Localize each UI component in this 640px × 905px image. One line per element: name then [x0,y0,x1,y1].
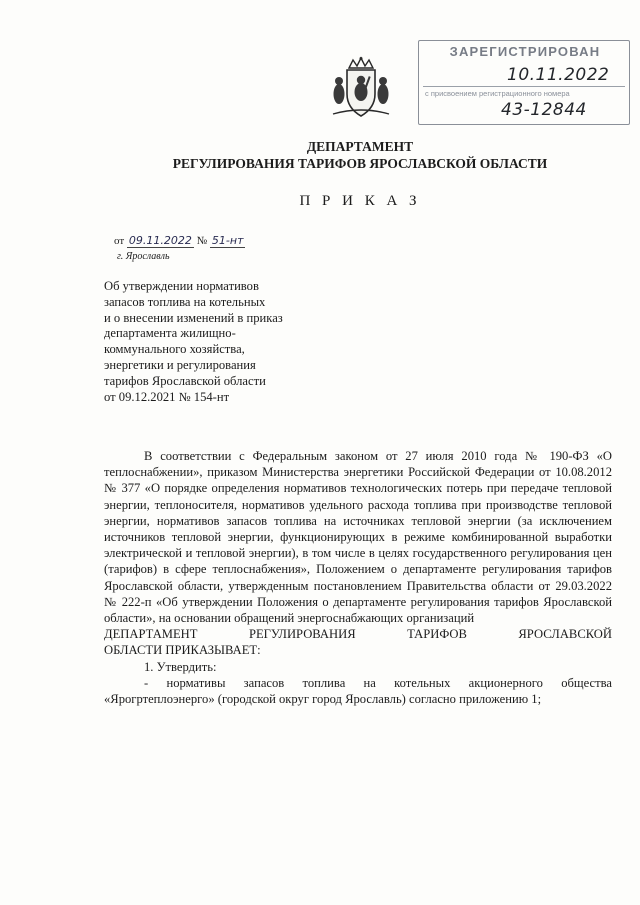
stamp-divider [423,86,625,87]
yaroslavl-coat-of-arms-icon [329,56,393,120]
department-heading-line2: РЕГУЛИРОВАНИЯ ТАРИФОВ ЯРОСЛАВСКОЙ ОБЛАСТИ [172,156,548,171]
preamble-paragraph: В соответствии с Федеральным законом от 27 июля 2010 года № 190-ФЗ «О теплоснабжении», приказом Министерства энергетики Российской Федерации от 10.08.2012 № 377 «О порядке определения нормативов технологических потерь при передаче тепловой энергии, теплоносителя, нормативов удельного расхода топлива при производстве тепловой энергии, нормативов запасов топлива на источниках тепловой энергии (за исключением источников тепловой энергии, функционирующих в режиме комбинированной выработки электрической и тепловой энергии), в том числе в целях государственного регулирования цен (тарифов) в сфере теплоснабжения», Положением о департаменте регулирования тарифов Ярославской области, утвержденным постановлением Правительства области от 29.03.2022 № 222-п «Об утверждении Положения о департаменте регулирования тарифов Ярославской области», на основании обращений энергоснабжающих организаций [104,449,612,626]
subject-line: коммунального хозяйства, [104,342,245,357]
subject-line: департамента жилищно- [104,326,236,341]
item-1-heading: 1. Утвердить: [144,659,217,674]
item-1-subitem: - нормативы запасов топлива на котельных акционерного общества «Ярогртеплоэнерго» (городской округ город Ярославль) согласно приложению 1; [104,675,612,707]
order-from-label: от [114,235,125,247]
stamp-title: ЗАРЕГИСТРИРОВАН [449,44,601,59]
resolves-heading-line1: ДЕПАРТАМЕНТ РЕГУЛИРОВАНИЯ ТАРИФОВ ЯРОСЛАВСКОЙ [104,627,612,642]
department-heading-line1: ДЕПАРТАМЕНТ [306,139,414,154]
order-date: 09.11.2022 [128,234,192,247]
subject-line: и о внесении изменений в приказ [104,310,283,325]
resolves-heading-line2: ОБЛАСТИ ПРИКАЗЫВАЕТ: [104,643,261,658]
document-type: П Р И К А З [299,193,421,209]
order-subject [104,279,344,405]
subject-line: тарифов Ярославской области [104,373,266,388]
stamp-date: 10.11.2022 [507,65,610,85]
stamp-note: с присвоением регистрационного номера [425,89,570,98]
order-number: 51-нт [211,234,244,247]
subject-line: запасов топлива на котельных [104,294,266,309]
subject-line: энергетики и регулирования [104,357,256,372]
order-city: г. Ярославль [117,251,170,262]
order-body [104,448,612,707]
subject-line: от 09.12.2021 № 154-нт [104,389,230,404]
order-date-line [114,234,245,247]
registration-stamp [418,40,630,125]
stamp-registration-number: 43-12844 [501,100,587,120]
subject-line: Об утверждении нормативов [104,279,259,293]
order-number-label: № [196,235,208,247]
department-heading [100,138,620,172]
